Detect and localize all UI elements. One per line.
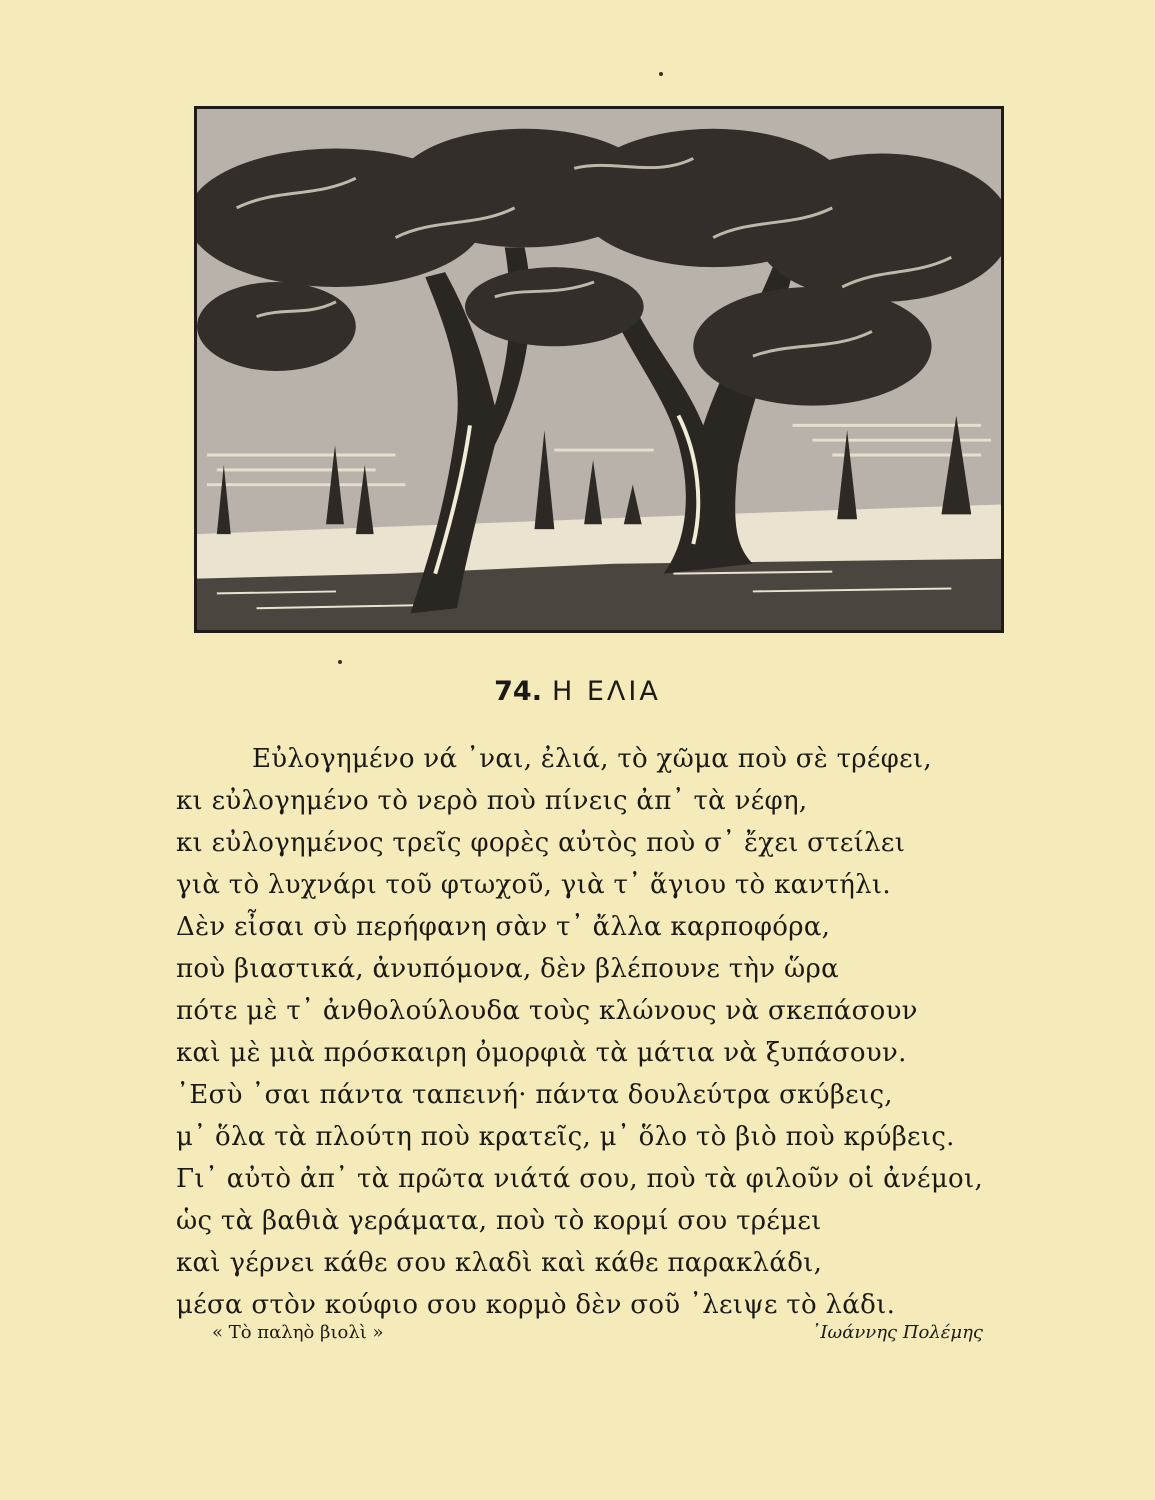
verse-line-4: γιὰ τὸ λυχνάρι τοῦ φτωχοῦ, γιὰ τ᾽ ἅγιου τὸ καντήλι. <box>176 870 891 900</box>
poem-title-text: Η ΕΛΙΑ <box>551 676 661 707</box>
print-speck <box>338 660 342 664</box>
verse-line-13: καὶ γέρνει κάθε σου κλαδὶ καὶ κάθε παρακλάδι, <box>176 1248 823 1278</box>
verse-line-5: Δὲν εἶσαι σὺ περήφανη σὰν τ᾽ ἄλλα καρποφόρα, <box>176 912 831 942</box>
poem-number: 74. <box>494 676 542 707</box>
author-name: ᾽Ιωάννης Πολέμης <box>811 1322 983 1343</box>
source-citation: « Τὸ παληὸ βιολὶ » <box>212 1322 384 1343</box>
verse-line-11: Γι᾽ αὐτὸ ἀπ᾽ τὰ πρῶτα νιάτά σου, ποὺ τὰ φιλοῦν οἱ ἀνέμοι, <box>176 1164 984 1194</box>
print-speck <box>659 72 663 76</box>
verse-line-10: μ᾽ ὅλα τὰ πλούτη ποὺ κρατεῖς, μ᾽ ὅλο τὸ βιὸ ποὺ κρύβεις. <box>176 1122 955 1152</box>
verse-line-3: κι εὐλογημένος τρεῖς φορὲς αὐτὸς ποὺ σ᾽ ἔχει στείλει <box>176 828 906 858</box>
verse-line-6: ποὺ βιαστικά, ἀνυπόμονα, δὲν βλέπουνε τὴν ὥρα <box>176 954 839 984</box>
verse-line-9: ᾽Εσὺ ᾽σαι πάντα ταπεινή· πάντα δουλεύτρα σκύβεις, <box>176 1080 893 1110</box>
olive-trees-woodcut <box>194 106 1004 633</box>
verse-line-12: ὡς τὰ βαθιὰ γεράματα, ποὺ τὸ κορμί σου τρέμει <box>176 1206 822 1236</box>
verse-line-2: κι εὐλογημένο τὸ νερὸ ποὺ πίνεις ἀπ᾽ τὰ νέφη, <box>176 786 808 816</box>
poem-title <box>0 676 1155 707</box>
verse-line-8: καὶ μὲ μιὰ πρόσκαιρη ὀμορφιὰ τὰ μάτια νὰ ξυπάσουν. <box>176 1038 907 1068</box>
woodcut-drawing <box>197 109 1001 630</box>
verse-line-14: μέσα στὸν κούφιο σου κορμὸ δὲν σοῦ ᾽λειψε τὸ λάδι. <box>176 1290 896 1320</box>
verse-line-1: Εὐλογημένο νά ᾽ναι, ἐλιά, τὸ χῶμα ποὺ σὲ τρέφει, <box>252 744 932 774</box>
verse-line-7: πότε μὲ τ᾽ ἀνθολούλουδα τοὺς κλώνους νὰ σκεπάσουν <box>176 996 918 1026</box>
